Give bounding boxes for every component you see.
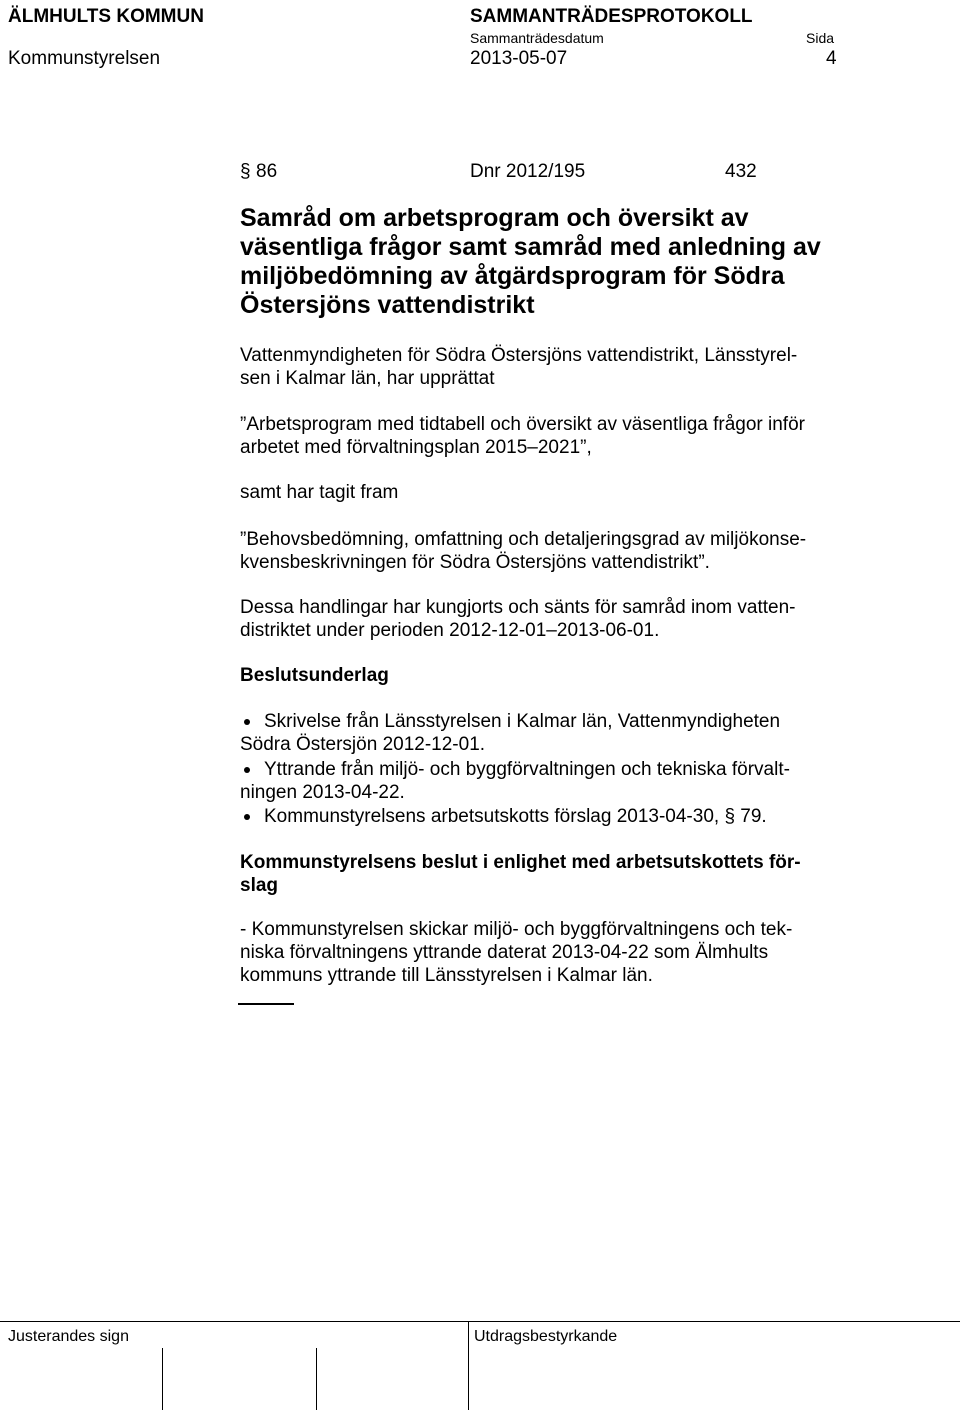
paragraph-tagit-fram: samt har tagit fram [240,482,399,503]
title-line: Samråd om arbetsprogram och översikt av [240,204,749,232]
municipality-name: ÄLMHULTS KOMMUN [8,6,204,27]
basis-item-3-line1: Kommunstyrelsens arbetsutskotts förslag 2013-04-30, § 79. [264,806,767,827]
board-name: Kommunstyrelsen [8,48,161,69]
text-line: distriktet under perioden 2012-12-01–2013-06-01. [240,620,660,641]
section-sign: § [240,161,251,182]
bullet-icon [244,719,250,725]
paragraph-number: 86 [256,161,278,182]
text-line: - Kommunstyrelsen skickar miljö- och byggförvaltningens och tek- [240,919,793,940]
dnr: Dnr 2012/195 [470,161,586,182]
text-line: niska förvaltningens yttrande daterat 2013-04-22 som Älmhults [240,942,769,963]
signature-box-divider [316,1348,317,1410]
text-line: Vattenmyndigheten för Södra Östersjöns vattendistrikt, Länsstyrel- [240,345,798,366]
text-line: slag [240,875,279,896]
footer-rule [0,1321,960,1322]
signature-box-divider [162,1348,163,1410]
paragraph-behovsbedomning [240,528,806,574]
end-rule [238,1003,294,1005]
decision-heading [240,851,801,897]
text-line: ”Behovsbedömning, omfattning och detaljeringsgrad av miljökonse- [240,529,807,550]
text-line: Dessa handlingar har kungjorts och sänts för samråd inom vatten- [240,597,796,618]
text-line: ”Arbetsprogram med tidtabell och översikt av väsentliga frågor inför [240,414,805,435]
meeting-date: 2013-05-07 [470,48,568,69]
utdragsbestyrkande-label: Utdragsbestyrkande [474,1328,618,1345]
title-line: miljöbedömning av åtgärdsprogram för Södra [240,262,785,290]
justerandes-sign-label: Justerandes sign [8,1328,129,1345]
paragraph-samrad [240,596,796,642]
decision-text [240,918,792,987]
case-number: 432 [725,161,757,182]
text-line: Kommunstyrelsens beslut i enlighet med arbetsutskottets för- [240,852,801,873]
signature-box-divider [468,1321,469,1410]
bullet-icon [244,767,250,773]
basis-item-2-line2: ningen 2013-04-22. [240,782,405,803]
paragraph-arbetsprogram [240,413,805,459]
text-line: kommuns yttrande till Länsstyrelsen i Kalmar län. [240,965,653,986]
bullet-icon [244,814,250,820]
basis-item-1-line1: Skrivelse från Länsstyrelsen i Kalmar län, Vattenmyndigheten [264,711,781,732]
text-line: kvensbeskrivningen för Södra Östersjöns vattendistrikt”. [240,552,710,573]
paragraph-intro [240,344,797,390]
page-number: 4 [826,48,837,69]
title-line: Östersjöns vattendistrikt [240,291,535,319]
basis-heading: Beslutsunderlag [240,665,389,686]
text-line: sen i Kalmar län, har upprättat [240,368,495,389]
title-line: väsentliga frågor samt samråd med anledning av [240,233,821,261]
date-label: Sammanträdesdatum [470,30,604,46]
basis-item-2-line1: Yttrande från miljö- och byggförvaltningen och tekniska förvalt- [264,759,790,780]
document-type: SAMMANTRÄDESPROTOKOLL [470,6,753,27]
text-line: arbetet med förvaltningsplan 2015–2021”, [240,437,592,458]
basis-item-1-line2: Södra Östersjön 2012-12-01. [240,734,486,755]
case-title [240,204,821,320]
page-label: Sida [806,30,835,46]
